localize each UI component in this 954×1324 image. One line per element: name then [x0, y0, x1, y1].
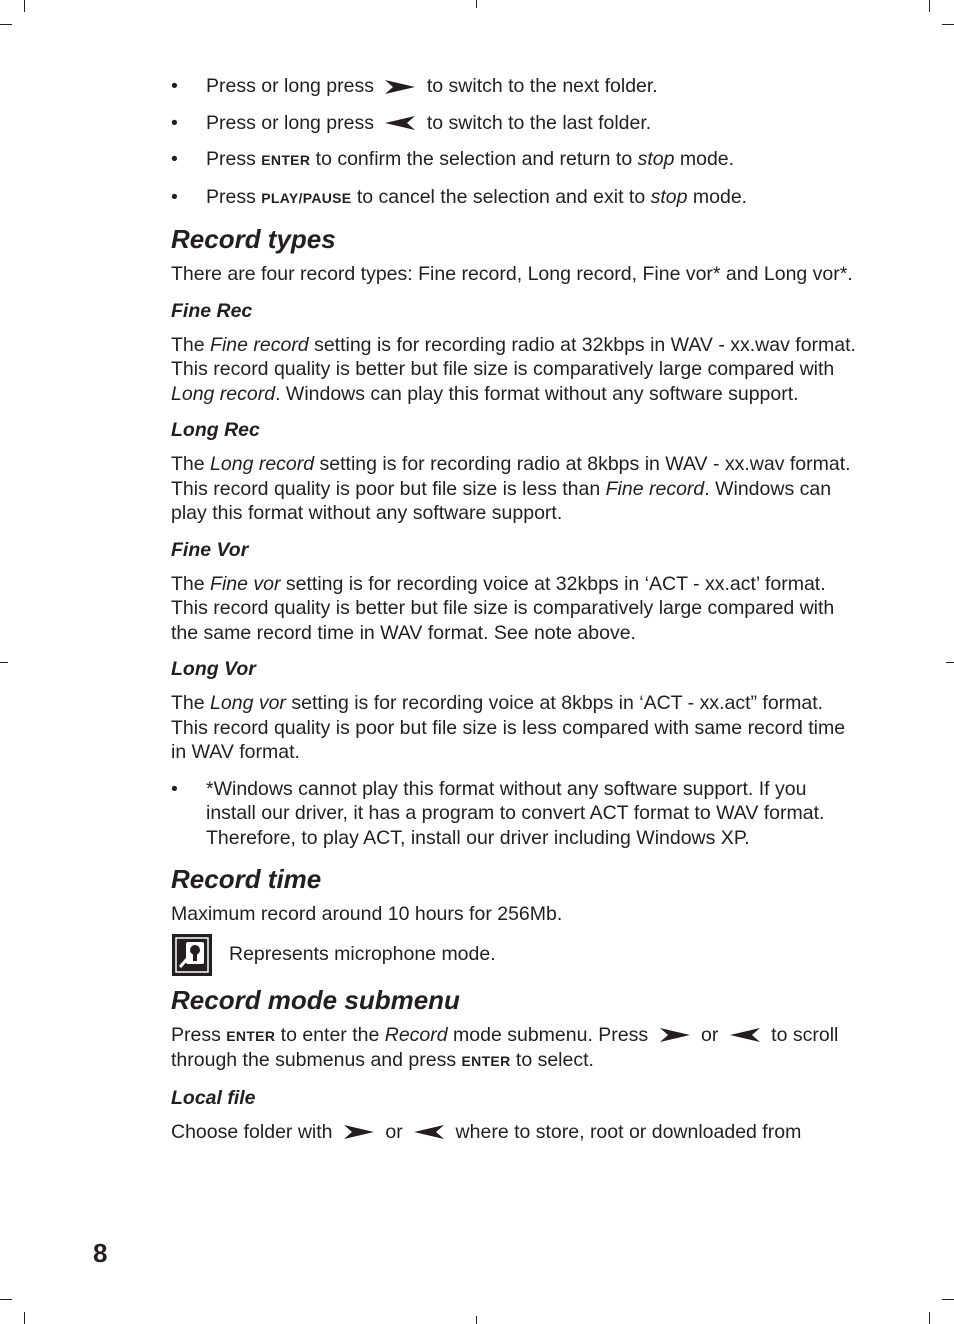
bullet-play-pause-cancel: • Press PLAY/PAUSE to cancel the selection and exit to stop mode.: [171, 185, 748, 208]
windows-note-bullet: • *Windows cannot play this format without any software support. If you install our driver, it has a program to convert ACT format to WAV format. Therefore, to play ACT, install our driver including Windows XP.: [171, 777, 825, 849]
crop-mark: [0, 662, 8, 663]
crop-mark: [942, 1299, 954, 1300]
crop-mark: [929, 0, 930, 12]
arrow-left-icon: [730, 1028, 760, 1042]
long-vor-paragraph: The Long vor setting is for recording voice at 8kbps in ‘ACT - xx.act” format. This record quality is poor but file size is less compared with same record time in WAV format.: [171, 692, 846, 763]
crop-mark: [942, 24, 954, 25]
long-rec-paragraph: The Long record setting is for recording radio at 8kbps in WAV - xx.wav format. This record quality is poor but file size is less than Fine record. Windows can play this format without any software support.: [171, 453, 851, 524]
fine-vor-paragraph: The Fine vor setting is for recording voice at 32kbps in ‘ACT - xx.act’ format. This record quality is better but file size is comparatively large compared with the same record time in WAV format. See note above.: [171, 572, 835, 644]
local-file-paragraph: Choose folder with or where to store, root or downloaded from: [171, 1120, 802, 1143]
crop-mark: [476, 1316, 477, 1324]
arrow-left-icon: [385, 116, 415, 130]
subheading-long-vor: Long Vor: [171, 658, 256, 680]
arrow-left-icon: [414, 1125, 444, 1139]
fine-rec-paragraph: The Fine record setting is for recording radio at 32kbps in WAV - xx.wav format. This record quality is better but file size is comparatively large compared with Long record. Windows can play this format without any software support.: [171, 333, 856, 405]
key-label: ENTER: [226, 1027, 276, 1044]
crop-mark: [476, 0, 477, 8]
bullet-enter-confirm: • Press ENTER to confirm the selection and return to stop mode.: [171, 148, 735, 170]
subheading-long-rec: Long Rec: [171, 419, 260, 441]
arrow-right-icon: [660, 1028, 690, 1042]
microphone-mode-icon: [171, 933, 213, 977]
microphone-mode-row: Represents microphone mode.: [171, 933, 861, 977]
crop-mark: [24, 1312, 25, 1324]
crop-mark: [946, 662, 954, 663]
bullet-last-folder: • Press or long press to switch to the last folder.: [171, 111, 652, 134]
section-heading-record-time: Record time: [171, 864, 322, 894]
section-heading-record-mode-submenu: Record mode submenu: [171, 984, 460, 1015]
crop-mark: [929, 1312, 930, 1324]
page-number: 8: [93, 1238, 108, 1268]
page-content: [171, 74, 861, 1156]
arrow-right-icon: [344, 1125, 374, 1139]
key-label: PLAY/PAUSE: [261, 189, 352, 206]
section-heading-record-types: Record types: [171, 224, 336, 254]
key-label: ENTER: [461, 1053, 511, 1069]
subheading-fine-rec: Fine Rec: [171, 299, 253, 322]
record-time-text: Maximum record around 10 hours for 256Mb.: [171, 903, 563, 925]
record-types-intro: There are four record types: Fine record, Long record, Fine vor* and Long vor*.: [171, 263, 853, 285]
subheading-local-file: Local file: [171, 1086, 256, 1109]
crop-mark: [0, 1299, 12, 1300]
key-label: ENTER: [261, 152, 311, 168]
bullet-next-folder: • Press or long press to switch to the next folder.: [171, 75, 658, 97]
arrow-right-icon: [385, 80, 415, 94]
crop-mark: [24, 0, 25, 12]
record-mode-submenu-paragraph: Press ENTER to enter the Record mode submenu. Press or to scroll through the submenus and press ENTER to select.: [171, 1023, 839, 1071]
subheading-fine-vor: Fine Vor: [171, 538, 249, 561]
crop-mark: [0, 24, 12, 25]
